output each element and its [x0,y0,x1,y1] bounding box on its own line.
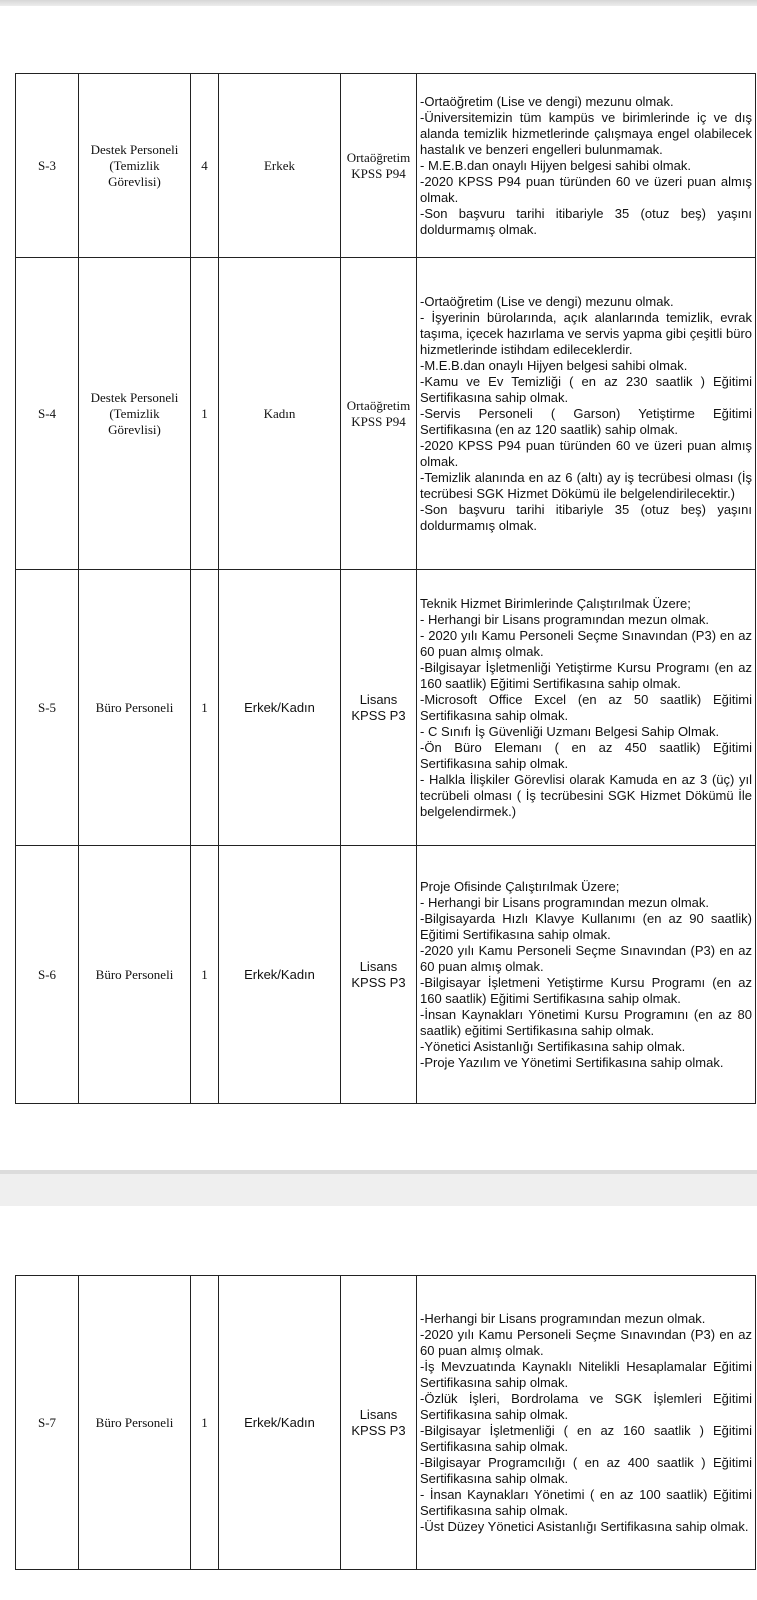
gender: Kadın [219,258,341,570]
gender: Erkek/Kadın [219,846,341,1104]
qualification-item: - M.E.B.dan onaylı Hijyen belgesi sahibi olmak. [420,157,691,173]
qualification-item: -İş Mevzuatında Kaynaklı Nitelikli Hesaplamalar Eğitimi Sertifikasına sahip olmak. [420,1358,752,1390]
qualifications-cell [417,74,756,258]
position-title: Büro Personeli [79,846,191,1104]
position-code: S-4 [16,258,79,570]
position-count: 4 [191,74,219,258]
qualification-item: -2020 KPSS P94 puan türünden 60 ve üzeri puan almış olmak. [420,173,752,205]
qualification-item: -2020 yılı Kamu Personeli Seçme Sınavından (P3) en az 60 puan almış olmak. [420,942,752,974]
education-requirement: Ortaöğretim KPSS P94 [341,258,417,570]
qualification-item: Proje Ofisinde Çalıştırılmak Üzere; [420,878,620,894]
position-title: Destek Personeli (Temizlik Görevlisi) [79,74,191,258]
gender: Erkek [219,74,341,258]
qualification-item: -Bilgisayar İşletmenliği ( en az 160 saatlik ) Eğitimi Sertifikasına sahip olmak. [420,1422,752,1454]
position-count: 1 [191,570,219,846]
table-row-s5 [16,570,756,846]
table-row-s7 [16,1276,756,1570]
page-separator [0,1170,757,1206]
position-code: S-3 [16,74,79,258]
qualification-item: -Üst Düzey Yönetici Asistanlığı Sertifikasına sahip olmak. [420,1518,749,1534]
qualification-item: - İşyerinin bürolarında, açık alanlarında temizlik, evrak taşıma, içecek hazırlama ve servis yapma gibi çeşitli büro hizmetlerinde istihdam edileceklerdir. [420,309,752,357]
qualifications-cell [417,570,756,846]
qualification-item: -Bilgisayar İşletmeni Yetiştirme Kursu Programı (en az 160 saatlik) Eğitimi Sertifikasına sahip olmak. [420,974,752,1006]
qualifications-cell [417,846,756,1104]
qualifications-cell [417,1276,756,1570]
qualification-item: -Ortaöğretim (Lise ve dengi) mezunu olmak. [420,93,674,109]
position-code: S-7 [16,1276,79,1570]
position-title: Destek Personeli (Temizlik Görevlisi) [79,258,191,570]
table-row-s3 [16,74,756,258]
qualification-item: -Bilgisayar Programcılığı ( en az 400 saatlik ) Eğitimi Sertifikasına sahip olmak. [420,1454,752,1486]
positions-table-page-2 [15,1275,756,1570]
qualification-item: -Proje Yazılım ve Yönetimi Sertifikasına sahip olmak. [420,1054,724,1070]
qualification-item: -Ön Büro Elemanı ( en az 450 saatlik) Eğitimi Sertifikasına sahip olmak. [420,739,752,771]
qualification-item: - C Sınıfı İş Güvenliği Uzmanı Belgesi Sahip Olmak. [420,723,720,739]
qualification-item: - Halkla İlişkiler Görevlisi olarak Kamuda en az 3 (üç) yıl tecrübeli olması ( İş tecrübesini SGK Hizmet Dökümü İle belgelendirmek.) [420,771,752,819]
qualification-item: - İnsan Kaynakları Yönetimi ( en az 100 saatlik) Eğitimi Sertifikasına sahip olmak. [420,1486,752,1518]
table-row-s4 [16,258,756,570]
positions-table-page-1 [15,73,756,1104]
qualification-item: -M.E.B.dan onaylı Hijyen belgesi sahibi olmak. [420,357,688,373]
education-requirement: Lisans KPSS P3 [341,1276,417,1570]
position-code: S-5 [16,570,79,846]
qualification-item: - Herhangi bir Lisans programından mezun olmak. [420,894,710,910]
table-row-s6 [16,846,756,1104]
qualification-item: -Kamu ve Ev Temizliği ( en az 230 saatlik ) Eğitimi Sertifikasına sahip olmak. [420,373,752,405]
gender: Erkek/Kadın [219,570,341,846]
position-title: Büro Personeli [79,570,191,846]
qualification-item: -Özlük İşleri, Bordrolama ve SGK İşlemleri Eğitimi Sertifikasına sahip olmak. [420,1390,752,1422]
position-count: 1 [191,846,219,1104]
gender: Erkek/Kadın [219,1276,341,1570]
position-title: Büro Personeli [79,1276,191,1570]
qualification-item: -Son başvuru tarihi itibariyle 35 (otuz beş) yaşını doldurmamış olmak. [420,205,752,237]
position-count: 1 [191,258,219,570]
position-code: S-6 [16,846,79,1104]
qualification-item: - 2020 yılı Kamu Personeli Seçme Sınavından (P3) en az 60 puan almış olmak. [420,627,752,659]
qualification-item: -Yönetici Asistanlığı Sertifikasına sahip olmak. [420,1038,686,1054]
qualification-item: -Herhangi bir Lisans programından mezun olmak. [420,1310,706,1326]
education-requirement: Ortaöğretim KPSS P94 [341,74,417,258]
qualification-item: -İnsan Kaynakları Yönetimi Kursu Programını (en az 80 saatlik) eğitimi Sertifikasına sahip olmak. [420,1006,752,1038]
qualification-item: Teknik Hizmet Birimlerinde Çalıştırılmak Üzere; [420,595,691,611]
qualification-item: -Bilgisayarda Hızlı Klavye Kullanımı (en az 90 saatlik) Eğitimi Sertifikasına sahip olmak. [420,910,752,942]
qualifications-cell [417,258,756,570]
position-count: 1 [191,1276,219,1570]
qualification-item: -Ortaöğretim (Lise ve dengi) mezunu olmak. [420,293,674,309]
education-requirement: Lisans KPSS P3 [341,846,417,1104]
qualification-item: -Temizlik alanında en az 6 (altı) ay iş tecrübesi olması (İş tecrübesi SGK Hizmet Dökümü ile belgelendirilecektir.) [420,469,752,501]
qualification-item: -Son başvuru tarihi itibariyle 35 (otuz beş) yaşını doldurmamış olmak. [420,501,752,533]
qualification-item: -2020 yılı Kamu Personeli Seçme Sınavından (P3) en az 60 puan almış olmak. [420,1326,752,1358]
top-edge-band [0,0,757,6]
qualification-item: - Herhangi bir Lisans programından mezun olmak. [420,611,710,627]
qualification-item: -Microsoft Office Excel (en az 50 saatlik) Eğitimi Sertifikasına sahip olmak. [420,691,752,723]
education-requirement: Lisans KPSS P3 [341,570,417,846]
qualification-item: -Üniversitemizin tüm kampüs ve birimlerinde iç ve dış alanda temizlik hizmetlerinde çalışmaya engel olabilecek hastalık ve benzeri engelleri bulunmamak. [420,109,752,157]
qualification-item: -Servis Personeli ( Garson) Yetiştirme Eğitimi Sertifikasına (en az 120 saatlik) sahip olmak. [420,405,752,437]
qualification-item: -2020 KPSS P94 puan türünden 60 ve üzeri puan almış olmak. [420,437,752,469]
qualification-item: -Bilgisayar İşletmenliği Yetiştirme Kursu Programı (en az 160 saatlik) Eğitimi Sertifikasına sahip olmak. [420,659,752,691]
